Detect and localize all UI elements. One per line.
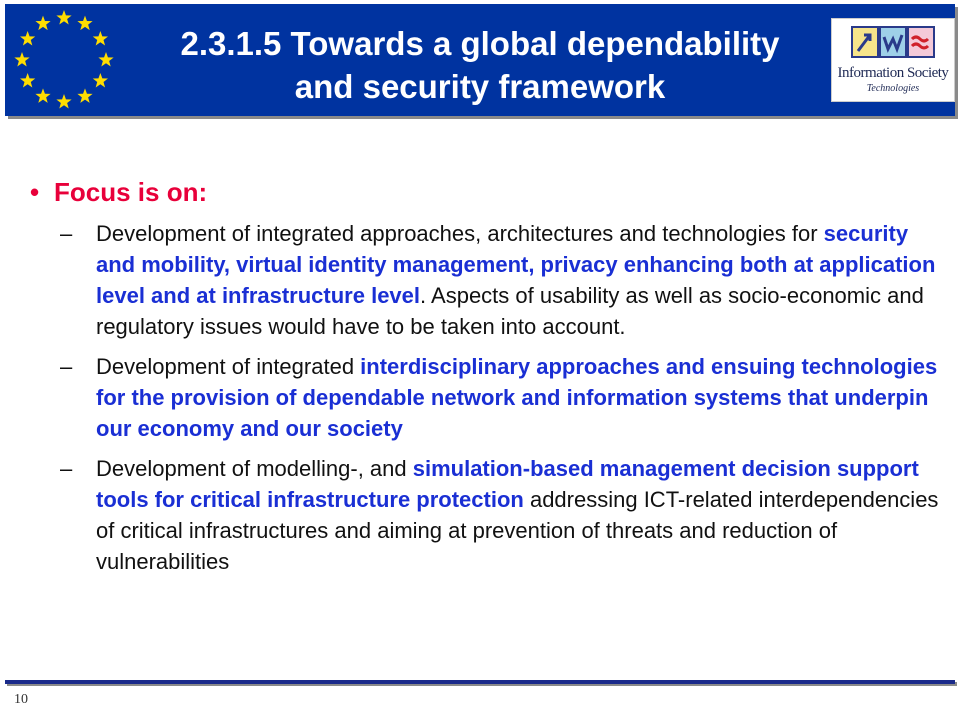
- eu-star-icon: [56, 10, 71, 24]
- slide-title: [130, 22, 830, 108]
- dash-marker: –: [60, 354, 73, 379]
- sub-bullet-item: [30, 218, 945, 342]
- item-text-end: addressing ICT-related interdependencies of critical infrastructures and aiming at prevention of threats and reduction of vulnerabilities: [96, 487, 939, 574]
- sub-bullet-list: [30, 218, 945, 577]
- eu-flag-stars-icon: [5, 4, 123, 116]
- bullet-dot-icon: •: [30, 177, 40, 207]
- eu-star-icon: [56, 94, 71, 108]
- eu-star-icon: [93, 31, 108, 45]
- item-highlight: simulation-based management decision support tools for critical infrastructure protection: [96, 456, 919, 512]
- eu-star-icon: [20, 73, 35, 87]
- item-highlight: security and mobility, virtual identity management, privacy enhancing both at application level and at infrastructure level: [96, 221, 936, 308]
- logo-text-sub: Technologies: [866, 83, 920, 94]
- page-number: 10: [14, 692, 28, 707]
- sub-bullet-item: [30, 453, 945, 577]
- dash-marker: –: [60, 456, 73, 481]
- item-highlight: interdisciplinary approaches and ensuing technologies for the provision of dependable network and information systems that underpin our economy and our society: [96, 354, 938, 441]
- footer-rule: [5, 680, 955, 684]
- eu-star-icon: [98, 52, 113, 66]
- item-text-end: . Aspects of usability as well as socio-economic and regulatory issues would have to be taken into account.: [96, 283, 924, 339]
- slide-header: [5, 4, 955, 116]
- ist-logo: [831, 18, 955, 102]
- eu-star-icon: [20, 31, 35, 45]
- eu-star-icon: [77, 88, 92, 102]
- eu-star-icon: [35, 88, 50, 102]
- dash-marker: –: [60, 221, 73, 246]
- main-bullet: [30, 174, 945, 210]
- slide-body: [30, 174, 945, 586]
- eu-star-icon: [14, 52, 29, 66]
- bullet-text: Focus is on:: [54, 177, 208, 207]
- logo-text-main: Information Society: [837, 65, 949, 81]
- title-line-1: 2.3.1.5 Towards a global dependability: [180, 25, 780, 62]
- ist-logo-icon: [832, 19, 954, 65]
- eu-star-icon: [77, 16, 92, 30]
- item-text: Development of integrated approaches, architectures and technologies for: [96, 221, 824, 246]
- title-line-2: and security framework: [294, 68, 666, 105]
- item-text: Development of integrated: [96, 354, 361, 379]
- sub-bullet-item: [30, 351, 945, 444]
- eu-star-icon: [35, 16, 50, 30]
- item-text: Development of modelling-, and: [96, 456, 413, 481]
- eu-star-icon: [93, 73, 108, 87]
